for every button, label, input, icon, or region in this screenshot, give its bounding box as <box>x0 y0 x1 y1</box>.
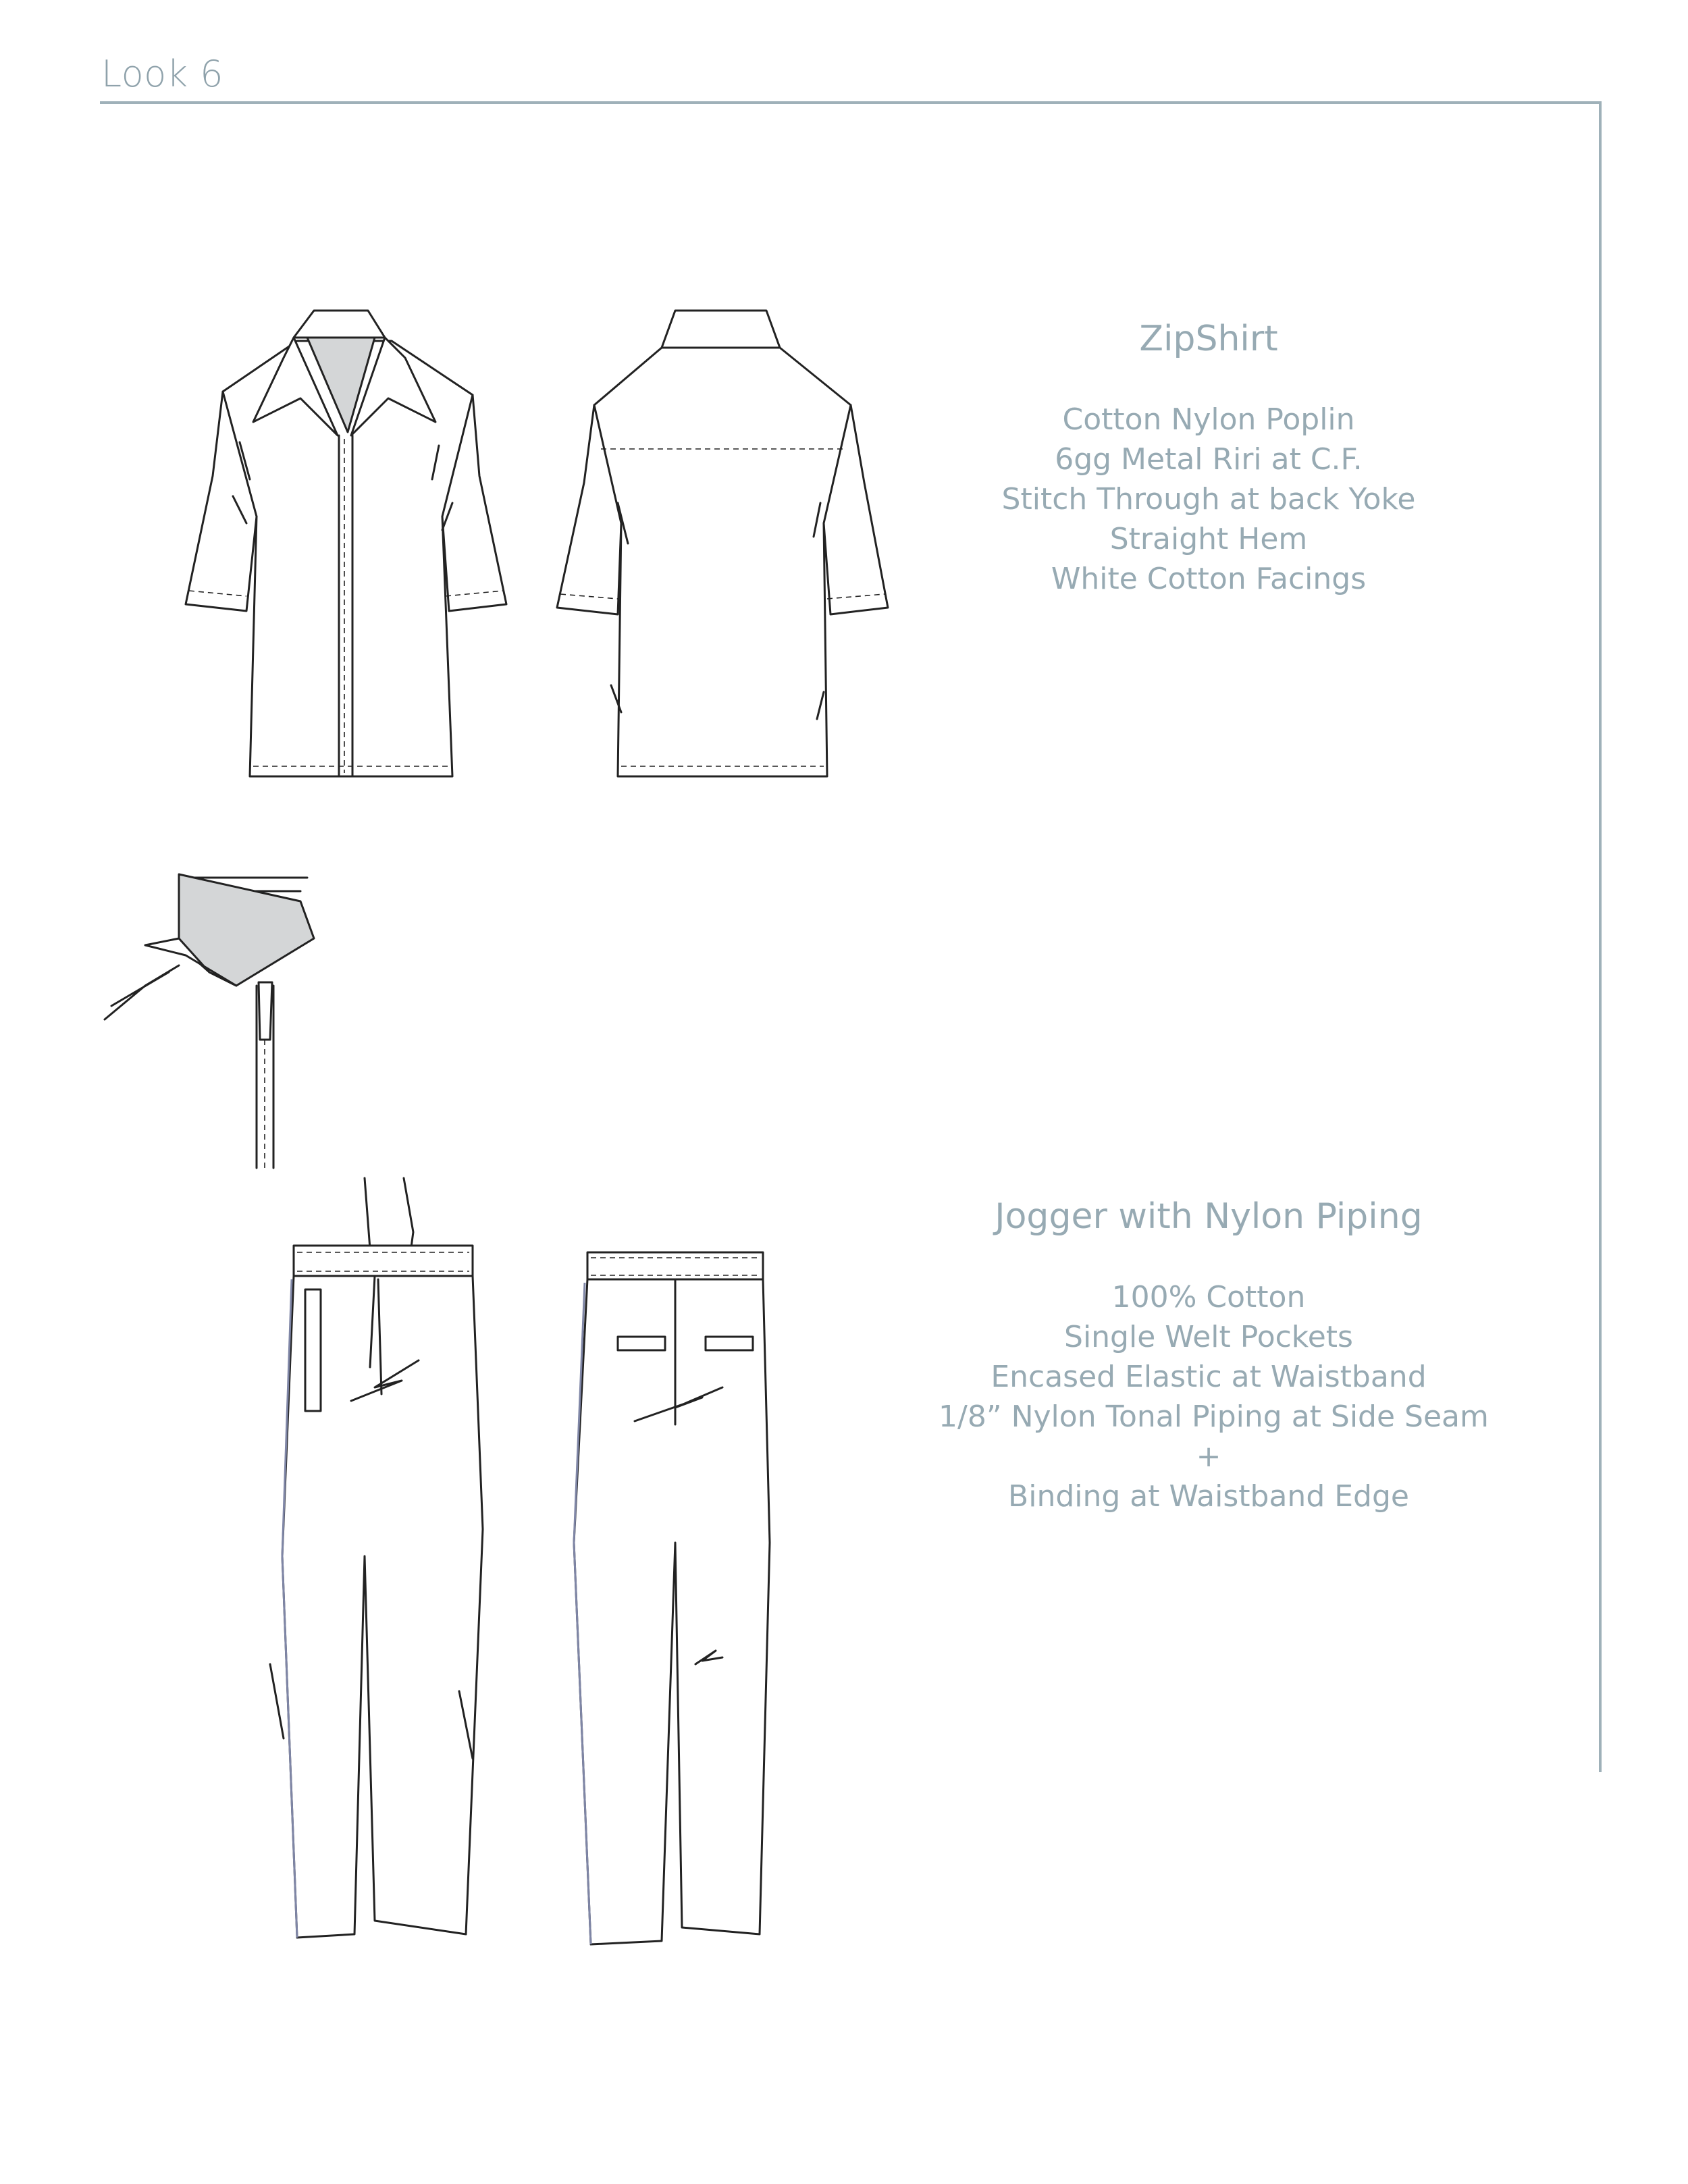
jogger-spec <box>939 1196 1489 1516</box>
shirt-front-sketch <box>182 300 500 787</box>
page-title: Look 6 <box>101 53 224 95</box>
jogger-detail: 1/8” Nylon Tonal Piping at Side Seam <box>939 1400 1489 1434</box>
shirt-back-sketch <box>554 307 891 787</box>
zipshirt-title: ZipShirt <box>1139 319 1278 359</box>
jogger-title: Jogger with Nylon Piping <box>995 1196 1423 1237</box>
jogger-detail: Single Welt Pockets <box>1064 1320 1353 1354</box>
jogger-detail: 100% Cotton <box>1111 1280 1306 1314</box>
zipshirt-detail: Straight Hem <box>1109 522 1308 556</box>
jogger-detail: Encased Elastic at Waistband <box>991 1360 1427 1394</box>
jogger-detail: Binding at Waistband Edge <box>1008 1479 1409 1514</box>
zipshirt-spec <box>945 319 1472 599</box>
jogger-front-sketch <box>257 1178 493 1961</box>
zipshirt-detail: Stitch Through at back Yoke <box>1001 482 1416 516</box>
zipshirt-detail: White Cotton Facings <box>1051 562 1367 596</box>
collar-zip-detail-sketch <box>105 871 321 1168</box>
jogger-detail: + <box>1196 1439 1221 1474</box>
jogger-back-sketch <box>560 1252 783 1954</box>
zipshirt-detail: Cotton Nylon Poplin <box>1062 402 1355 437</box>
right-border-rule <box>1599 101 1602 1772</box>
header-rule <box>100 101 1602 104</box>
zipshirt-detail: 6gg Metal Riri at C.F. <box>1055 442 1363 477</box>
